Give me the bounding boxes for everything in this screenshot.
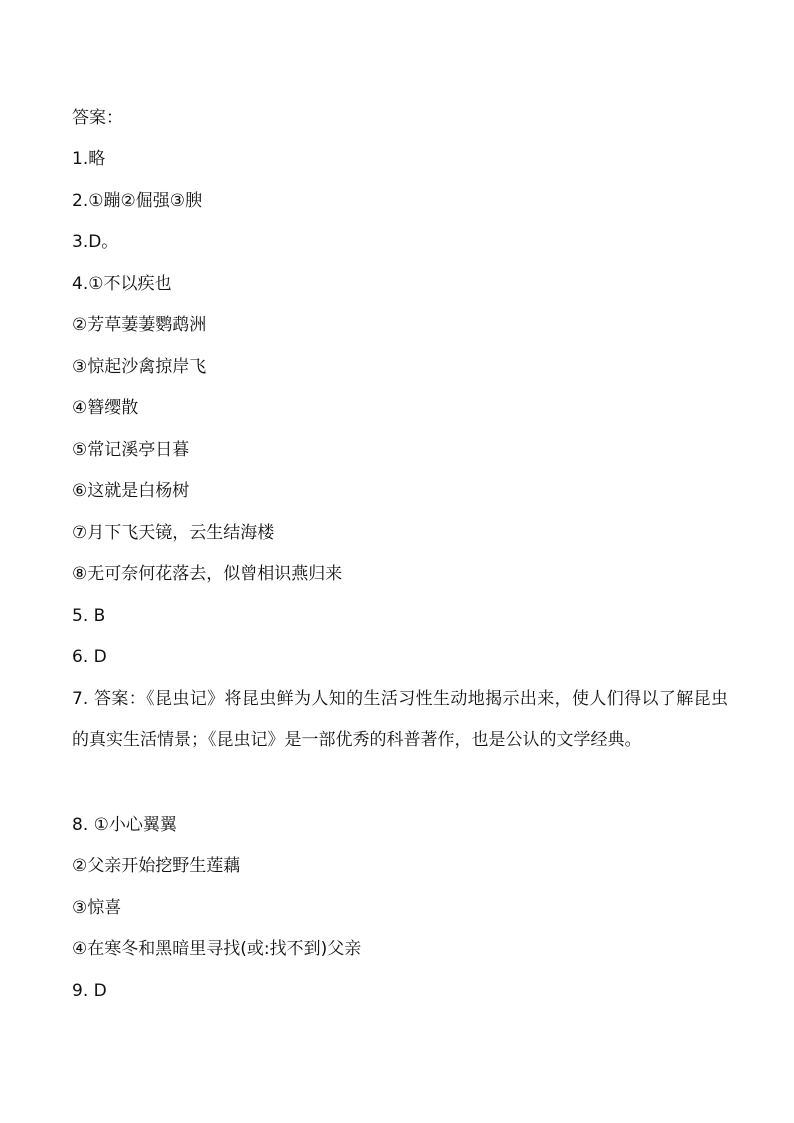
answer-4-item-3: ③惊起沙禽掠岸飞 (72, 357, 207, 377)
answer-4-item-4: ④簪缨散 (72, 398, 139, 418)
answer-4-item-2: ②芳草萋萋鹦鹉洲 (72, 315, 207, 335)
answers-heading: 答案： (72, 108, 123, 128)
answer-1: 1.略 (72, 149, 106, 169)
answer-9: 9. D (72, 981, 107, 1001)
answer-2: 2.①蹦②倔强③腴 (72, 191, 202, 211)
answer-6: 6. D (72, 647, 107, 667)
answer-8-item-3: ③惊喜 (72, 898, 122, 918)
answer-4-item-6: ⑥这就是白杨树 (72, 481, 190, 501)
answer-8-item-2: ②父亲开始挖野生莲藕 (72, 856, 241, 876)
answer-8-item-4: ④在寒冬和黑暗里寻找(或:找不到)父亲 (72, 939, 362, 959)
answer-4-item-1: 4.①不以疾也 (72, 274, 172, 294)
answer-4-item-7: ⑦月下飞天镜，云生结海楼 (72, 523, 275, 543)
answer-5: 5. B (72, 606, 106, 626)
answer-7-paragraph: 7. 答案：《昆虫记》将昆虫鲜为人知的生活习性生动地揭示出来，使人们得以了解昆虫的真实生活情景；《昆虫记》是一部优秀的科普著作，也是公认的文学经典。 (72, 689, 728, 750)
answer-4-item-8: ⑧无可奈何花落去，似曾相识燕归来 (72, 564, 343, 584)
answer-4-item-5: ⑤常记溪亭日暮 (72, 440, 190, 460)
answer-8-item-1: 8. ①小心翼翼 (72, 815, 177, 835)
answer-3: 3.D。 (72, 232, 119, 252)
